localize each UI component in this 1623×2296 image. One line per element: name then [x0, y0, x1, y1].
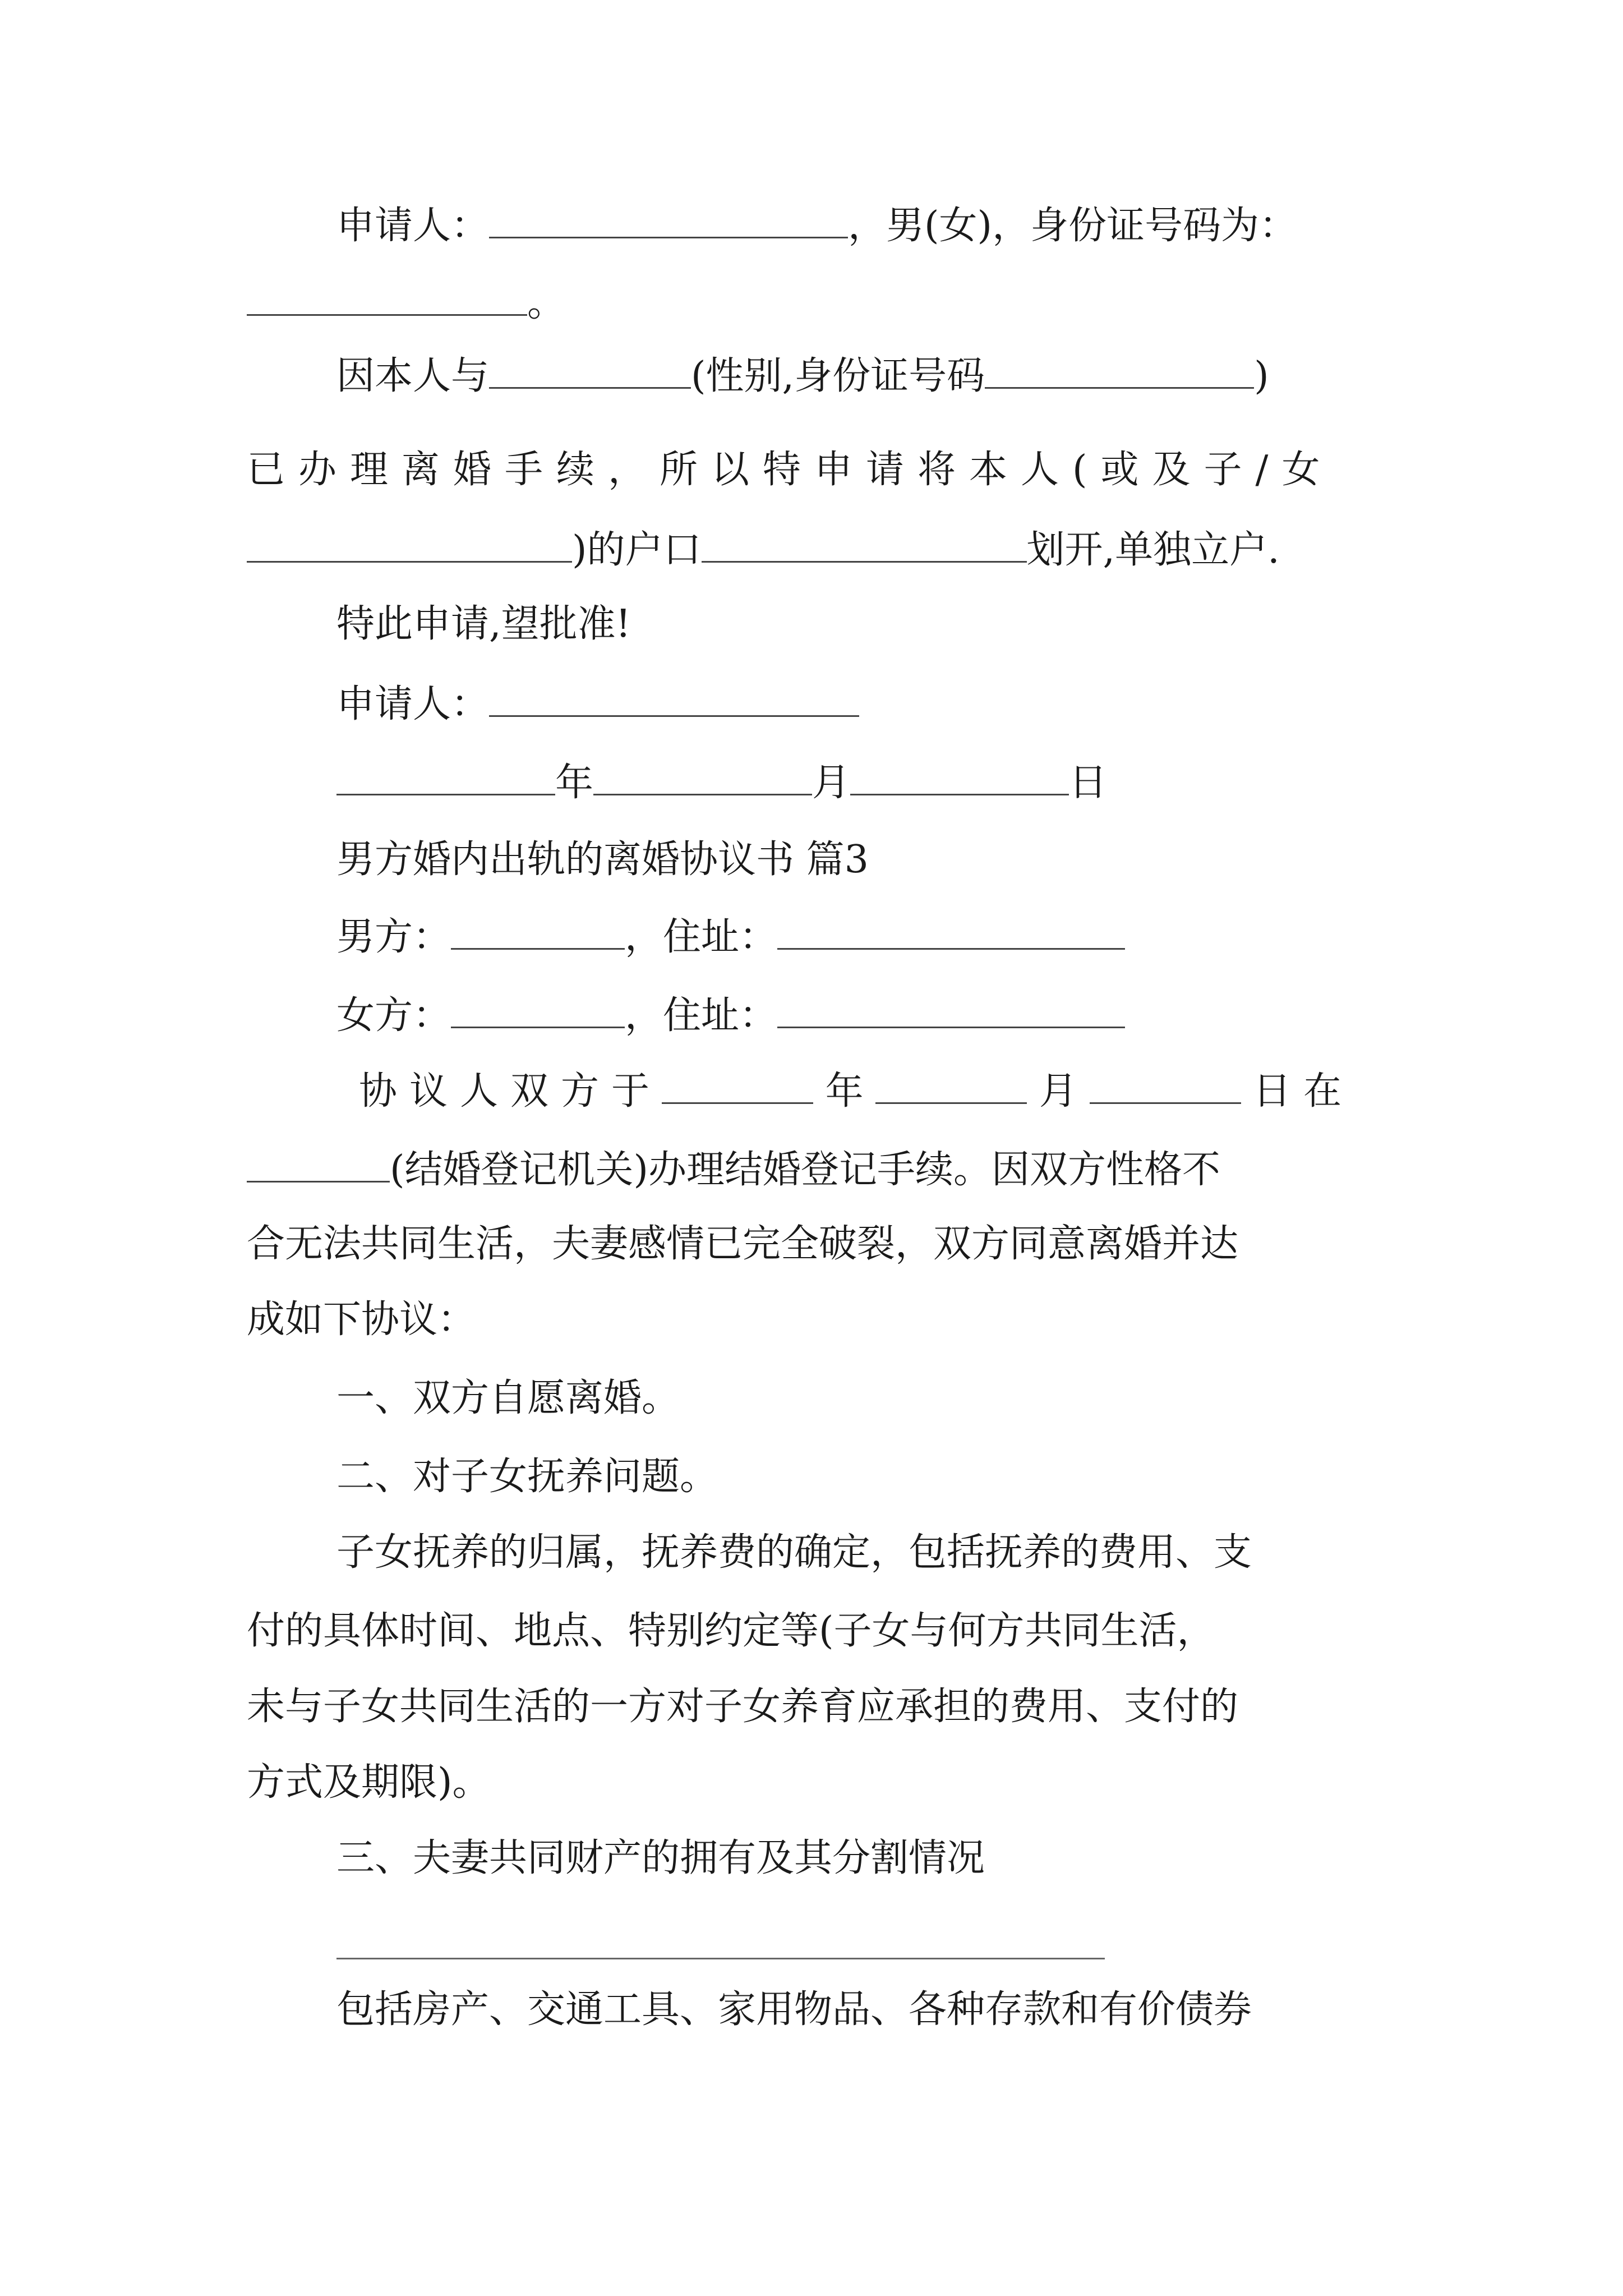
paragraph-line: 成如下协议： [247, 1297, 476, 1342]
section-heading: 男方婚内出轨的离婚协议书 篇3 [336, 838, 869, 882]
request-line: 特此申请,望批准! [336, 602, 631, 646]
footnote-divider [336, 1958, 1105, 1959]
registration-line: (结婚登记机关)办理结婚登记手续。因双方性格不 [247, 1142, 1220, 1197]
name-blank [489, 197, 848, 238]
date-line: 年 月 日 [336, 754, 1107, 810]
paragraph-line: 合无法共同生活，夫妻感情已完全破裂，双方同意离婚并达 [247, 1222, 1239, 1266]
reason-line: 因本人与 (性别,身份证号码 ) [336, 348, 1269, 403]
clause-3: 三、夫妻共同财产的拥有及其分割情况 [336, 1836, 985, 1880]
household-blank [702, 522, 1027, 563]
paragraph-line: 包括房产、交通工具、家用物品、各种存款和有价债券 [336, 1987, 1252, 2032]
applicant-line: 申请人： ，男(女)，身份证号码为： [336, 197, 1297, 253]
paragraph-line: 方式及期限)。 [247, 1760, 491, 1805]
id-number-line: 。 [247, 275, 565, 330]
clause-1: 一、双方自愿离婚。 [336, 1376, 680, 1420]
clause-2: 二、对子女抚养问题。 [336, 1455, 718, 1499]
spouse-blank [489, 348, 691, 389]
paragraph-line: 子女抚养的归属，抚养费的确定，包括抚养的费用、支 [336, 1530, 1252, 1575]
paragraph-line: 未与子女共同生活的一方对子女养育应承担的费用、支付的 [247, 1685, 1239, 1729]
signature-line: 申请人： [336, 676, 859, 731]
signature-blank [489, 676, 859, 717]
spouse-id-blank [985, 348, 1254, 389]
marriage-date-line: 协议人双方于 年 月 日在 [359, 1063, 1354, 1119]
paragraph-line: 付的具体时间、地点、特别约定等(子女与何方共同生活， [247, 1609, 1215, 1653]
female-party-line: 女方： ，住址： [336, 987, 1125, 1043]
male-party-line: 男方： ，住址： [336, 909, 1125, 964]
divorce-line: 已办理离婚手续，所以特申请将本人(或及子/女 [247, 448, 1334, 492]
children-blank [247, 522, 572, 563]
id-blank [247, 275, 527, 316]
household-line: )的户口 划开,单独立户. [247, 522, 1280, 577]
